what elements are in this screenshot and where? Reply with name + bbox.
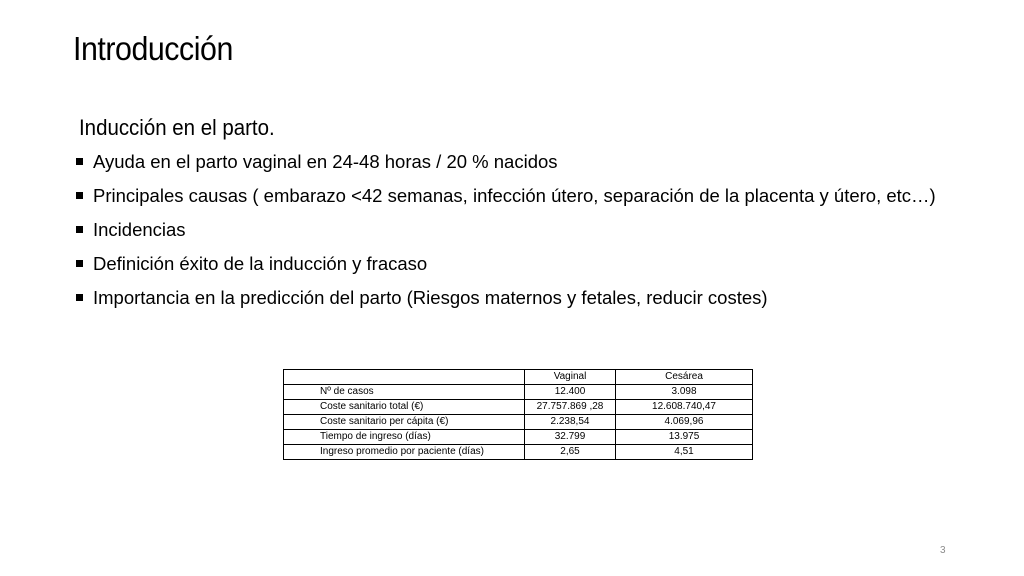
- table-cell-vaginal: 12.400: [525, 385, 616, 400]
- table-cell-vaginal: 32.799: [525, 430, 616, 445]
- bullet-item: [76, 185, 936, 207]
- table-row: [284, 385, 753, 400]
- table-cell-cesarea: 4.069,96: [616, 415, 753, 430]
- bullet-item: [76, 151, 936, 173]
- square-bullet-icon: [76, 158, 83, 165]
- table-cell-vaginal: 2.238,54: [525, 415, 616, 430]
- bullet-text: Principales causas ( embarazo <42 semanas, infección útero, separación de la placenta y útero, etc…): [93, 185, 936, 206]
- square-bullet-icon: [76, 192, 83, 199]
- table-row: [284, 430, 753, 445]
- table-header-cell: [284, 370, 525, 385]
- table-header-row: [284, 370, 753, 385]
- table-cell-cesarea: 3.098: [616, 385, 753, 400]
- bullet-text: Incidencias: [93, 219, 186, 240]
- slide-subheading: Inducción en el parto.: [79, 115, 275, 140]
- cost-table: [283, 369, 753, 460]
- table-cell-cesarea: 4,51: [616, 445, 753, 460]
- bullet-item: [76, 219, 936, 241]
- bullet-list: [76, 151, 936, 321]
- square-bullet-icon: [76, 294, 83, 301]
- table-header-cell: Vaginal: [525, 370, 616, 385]
- square-bullet-icon: [76, 226, 83, 233]
- bullet-text: Importancia en la predicción del parto (Riesgos maternos y fetales, reducir costes): [93, 287, 768, 308]
- table-header-cell: Cesárea: [616, 370, 753, 385]
- table-row: [284, 445, 753, 460]
- table-cell-cesarea: 12.608.740,47: [616, 400, 753, 415]
- table-cell-cesarea: 13.975: [616, 430, 753, 445]
- page-number: 3: [940, 545, 946, 556]
- table-row-label: Coste sanitario total (€): [284, 400, 525, 415]
- bullet-text: Ayuda en el parto vaginal en 24-48 horas / 20 % nacidos: [93, 151, 558, 172]
- table-row-label: Tiempo de ingreso (días): [284, 430, 525, 445]
- table-row-label: Ingreso promedio por paciente (días): [284, 445, 525, 460]
- table-row: [284, 400, 753, 415]
- table-cell-vaginal: 2,65: [525, 445, 616, 460]
- slide-title: Introducción: [73, 30, 233, 67]
- bullet-text: Definición éxito de la inducción y fracaso: [93, 253, 428, 274]
- table-row: [284, 415, 753, 430]
- bullet-item: [76, 253, 936, 275]
- square-bullet-icon: [76, 260, 83, 267]
- table-row-label: Coste sanitario per cápita (€): [284, 415, 525, 430]
- table-cell-vaginal: 27.757.869 ,28: [525, 400, 616, 415]
- table-row-label: Nº de casos: [284, 385, 525, 400]
- bullet-item: [76, 287, 936, 309]
